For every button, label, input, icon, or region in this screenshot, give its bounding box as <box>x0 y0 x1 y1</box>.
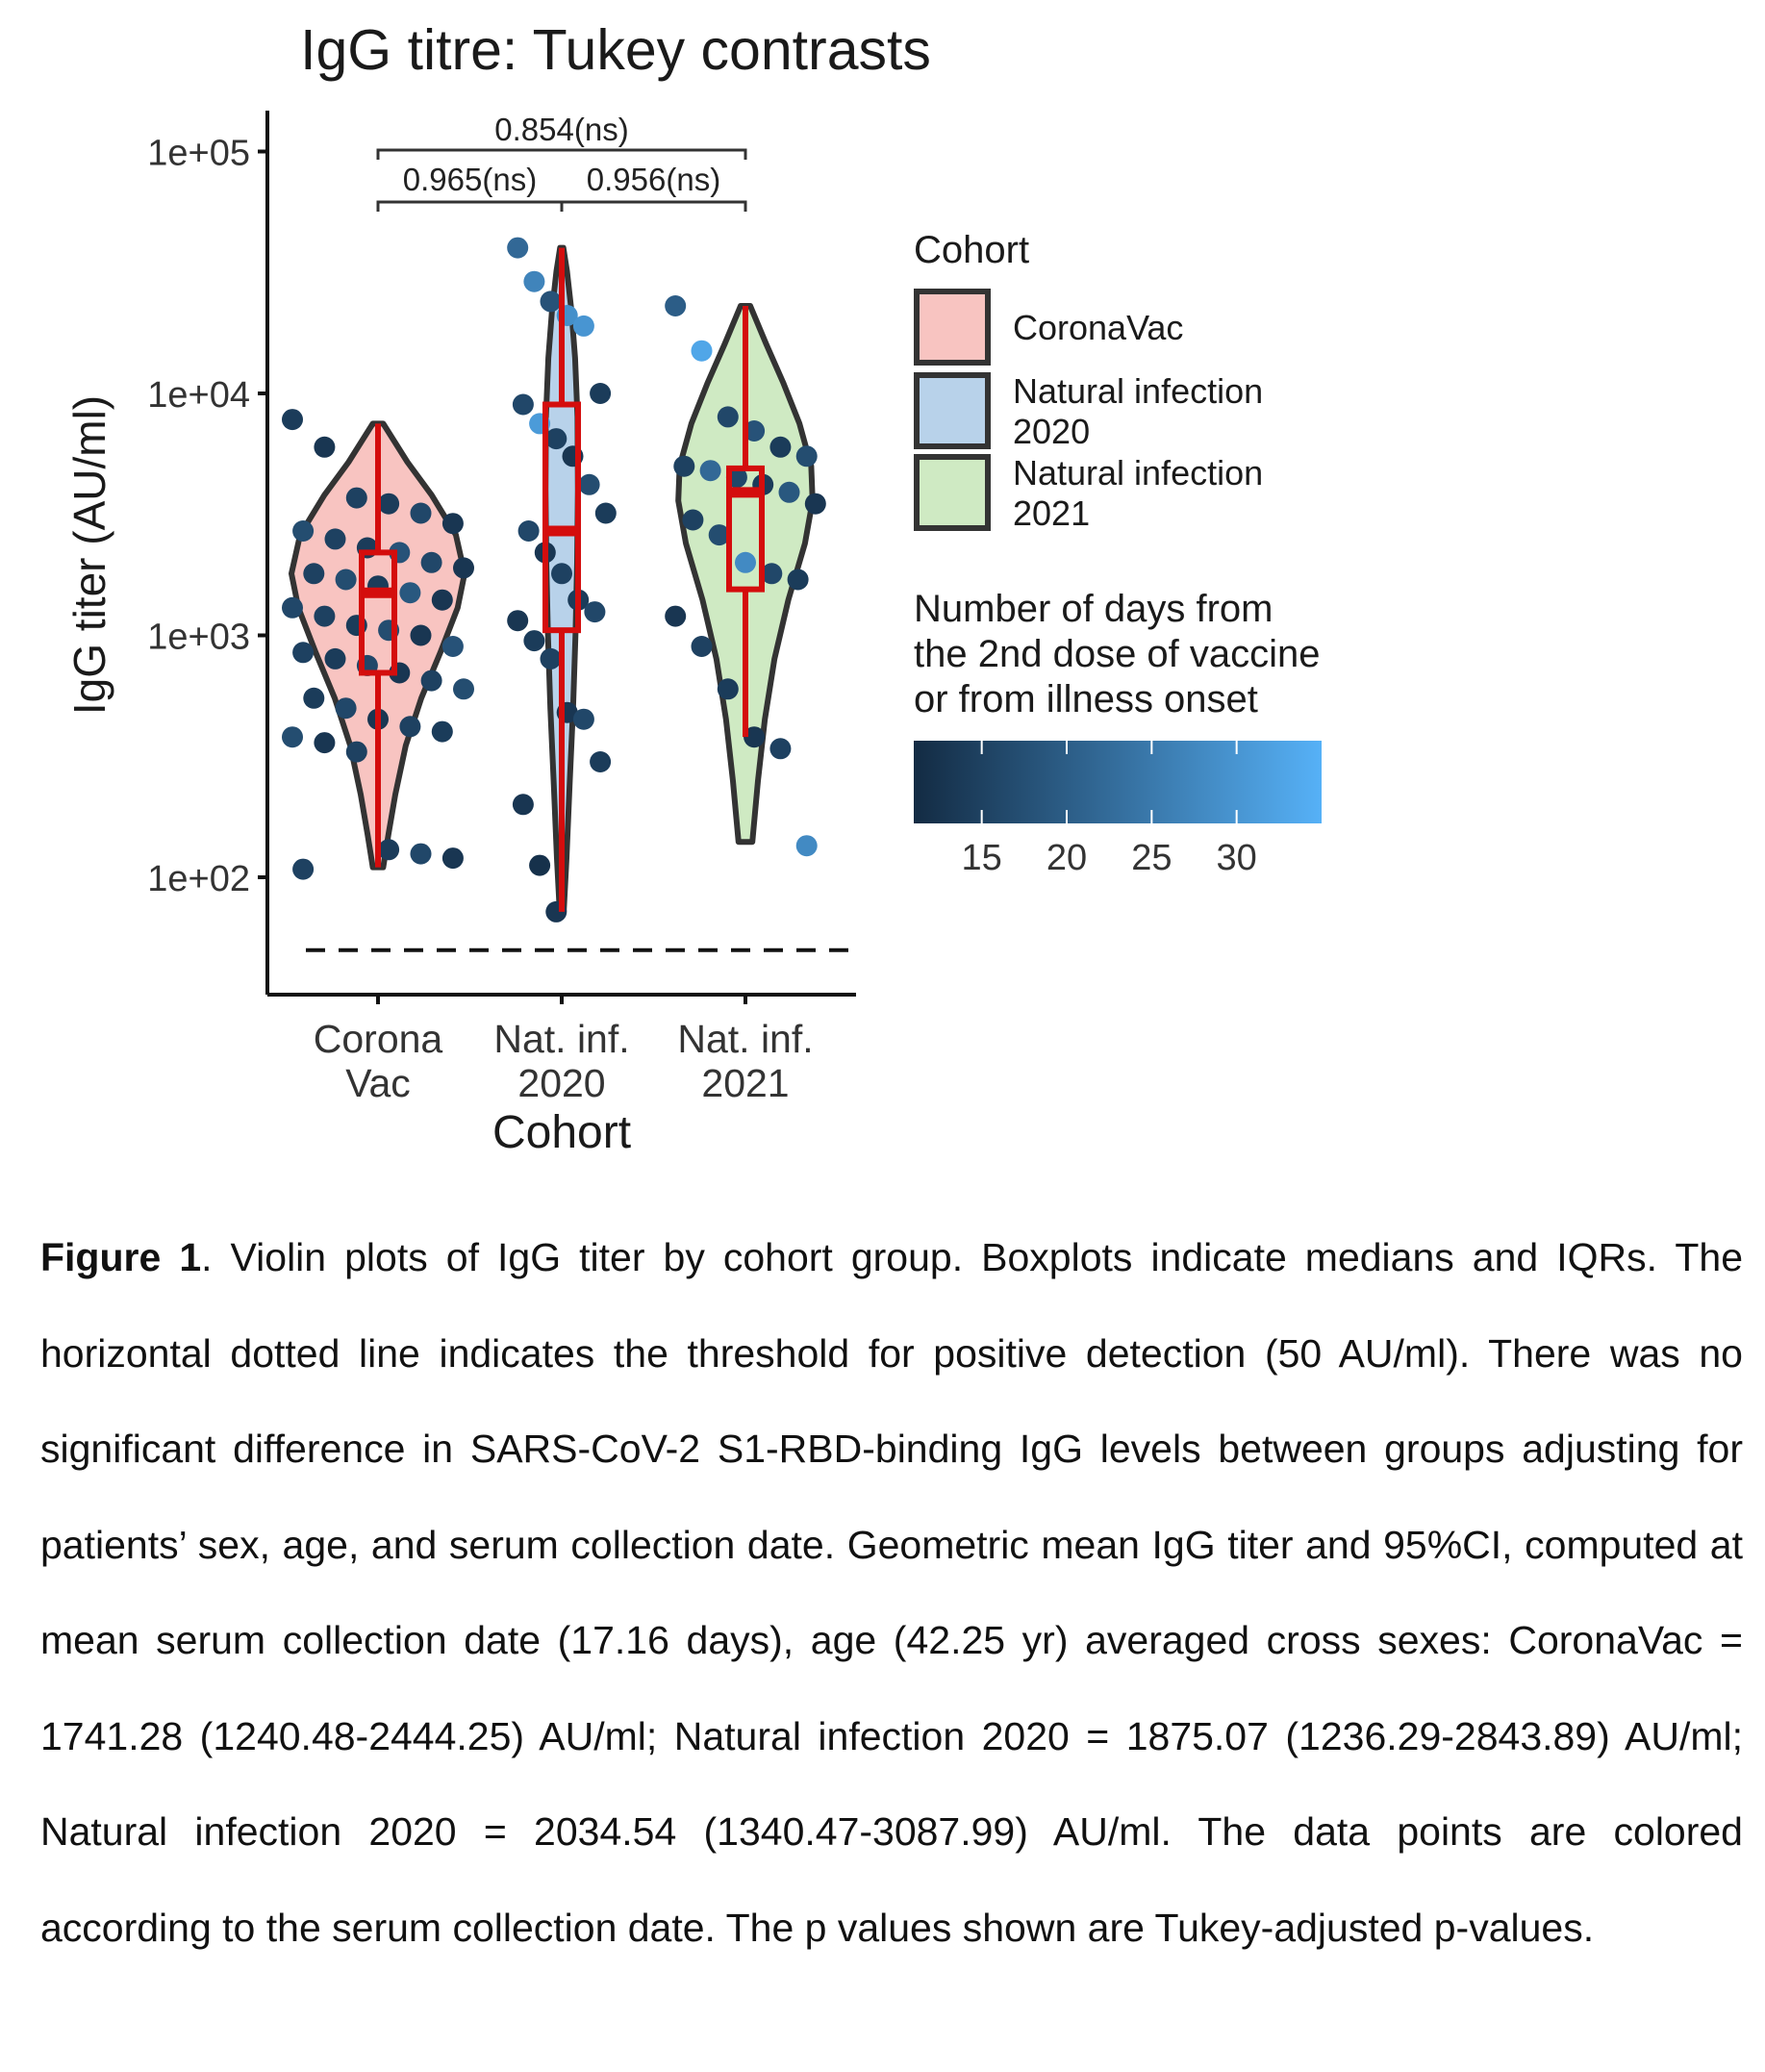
data-point <box>411 844 432 865</box>
data-point <box>718 406 739 427</box>
data-point <box>700 460 721 481</box>
legend-color-title: Number of days from <box>914 588 1273 630</box>
data-point <box>718 678 739 699</box>
data-point <box>573 316 594 337</box>
data-point <box>513 394 534 416</box>
data-point <box>779 482 800 503</box>
data-point <box>303 563 324 584</box>
data-point <box>442 636 464 657</box>
data-point <box>346 742 367 763</box>
data-point <box>769 738 791 759</box>
data-point <box>314 437 335 458</box>
data-point <box>507 238 528 259</box>
data-point <box>292 642 314 663</box>
contrast-bracket <box>562 202 745 212</box>
data-point <box>442 847 464 869</box>
data-point <box>796 445 818 467</box>
data-point <box>411 625 432 646</box>
contrast-label: 0.854(ns) <box>494 112 629 147</box>
contrast-bracket <box>378 202 562 212</box>
legend-entry: Natural infection <box>1013 453 1264 493</box>
data-point <box>551 563 572 584</box>
data-point <box>682 510 703 531</box>
color-bar-tick-label: 30 <box>1216 838 1257 878</box>
legend-entry: CoronaVac <box>1013 308 1184 347</box>
data-point <box>573 709 594 730</box>
data-point <box>292 520 314 542</box>
x-tick-label: Nat. inf. <box>677 1017 814 1061</box>
data-point <box>336 697 357 719</box>
data-point <box>325 528 346 549</box>
data-point <box>303 688 324 709</box>
x-tick-label: Vac <box>345 1061 411 1105</box>
data-point <box>432 590 453 611</box>
x-tick-label: 2020 <box>517 1061 606 1105</box>
data-point <box>769 437 791 458</box>
figure-caption <box>40 1210 1743 1976</box>
legend-color-title: or from illness onset <box>914 678 1258 720</box>
data-point <box>523 271 544 292</box>
data-point <box>442 513 464 534</box>
data-point <box>541 291 562 312</box>
data-point <box>584 601 605 622</box>
data-point <box>421 552 442 573</box>
data-point <box>453 678 474 699</box>
data-point <box>805 493 826 515</box>
data-point <box>282 597 303 619</box>
data-point <box>421 670 442 692</box>
plot-area <box>147 111 856 1105</box>
x-tick-label: Corona <box>313 1017 443 1061</box>
x-axis-label: Cohort <box>492 1107 632 1158</box>
y-tick-label: 1e+05 <box>147 133 250 174</box>
y-tick-label: 1e+04 <box>147 375 250 416</box>
data-point <box>595 503 617 524</box>
x-tick-label: Nat. inf. <box>493 1017 630 1061</box>
data-point <box>590 751 611 772</box>
data-point <box>796 835 818 856</box>
legend-entry: 2020 <box>1013 412 1091 451</box>
data-point <box>673 456 694 477</box>
data-point <box>545 428 567 449</box>
data-point <box>292 859 314 880</box>
color-bar-tick-label: 25 <box>1131 838 1172 878</box>
data-point <box>735 552 756 573</box>
legend-key-0 <box>917 291 988 363</box>
data-point <box>579 474 600 495</box>
chart-title: IgG titre: Tukey contrasts <box>300 18 931 82</box>
legend <box>914 229 1322 878</box>
y-tick-label: 1e+02 <box>147 859 250 899</box>
data-point <box>665 606 686 627</box>
contrast-label: 0.965(ns) <box>402 162 538 197</box>
caption-label: Figure 1 <box>40 1235 202 1279</box>
data-point <box>346 488 367 509</box>
contrast-label: 0.956(ns) <box>586 162 721 197</box>
legend-entry: Natural infection <box>1013 371 1264 411</box>
data-point <box>314 732 335 753</box>
legend-fill-title: Cohort <box>914 229 1030 271</box>
data-point <box>665 295 686 316</box>
data-point <box>399 582 420 603</box>
data-point <box>399 716 420 737</box>
legend-entry: 2021 <box>1013 493 1091 533</box>
data-point <box>518 520 540 542</box>
data-point <box>513 794 534 815</box>
data-point <box>692 341 713 362</box>
data-point <box>336 569 357 591</box>
data-point <box>411 503 432 524</box>
data-point <box>378 839 399 860</box>
legend-color-title: the 2nd dose of vaccine <box>914 633 1321 675</box>
data-point <box>378 493 399 515</box>
color-bar <box>914 741 1322 823</box>
caption-text: . Violin plots of IgG titer by cohort group. Boxplots indicate medians and IQRs. The horizontal dotted line indicates the threshold for positive detection (50 AU/ml). There was no significant difference in SARS-CoV-2 S1-RBD-binding IgG levels between groups adjusting for patients’ sex, age, and serum collection date. Geometric mean IgG titer and 95%CI, computed at mean serum collection date (17.16 days), age (42.25 yr) averaged cross sexes: CoronaVac = 1741.28 (1240.48-2444.25) AU/ml; Natural infection 2020 = 1875.07 (1236.29-2843.89) AU/ml; Natural infection 2020 = 2034.54 (1340.47-3087.99) AU/ml. The data points are colored according to the serum collection date. The p values shown are Tukey-adjusted p-values. <box>40 1235 1743 1950</box>
legend-key-2 <box>917 457 988 528</box>
data-point <box>590 383 611 404</box>
y-tick-label: 1e+03 <box>147 617 250 658</box>
data-point <box>507 610 528 631</box>
data-point <box>314 606 335 627</box>
legend-key-1 <box>917 375 988 446</box>
color-bar-tick-label: 20 <box>1046 838 1088 878</box>
x-tick-label: 2021 <box>701 1061 790 1105</box>
contrast-bracket <box>378 150 745 160</box>
y-axis-label: IgG titer (AU/ml) <box>64 394 114 716</box>
data-point <box>453 557 474 578</box>
data-point <box>541 648 562 670</box>
data-point <box>282 409 303 430</box>
data-point <box>788 569 809 591</box>
data-point <box>523 630 544 651</box>
data-point <box>325 648 346 670</box>
data-point <box>692 636 713 657</box>
color-bar-tick-label: 15 <box>961 838 1002 878</box>
data-point <box>432 721 453 743</box>
data-point <box>282 726 303 747</box>
data-point <box>529 855 550 876</box>
